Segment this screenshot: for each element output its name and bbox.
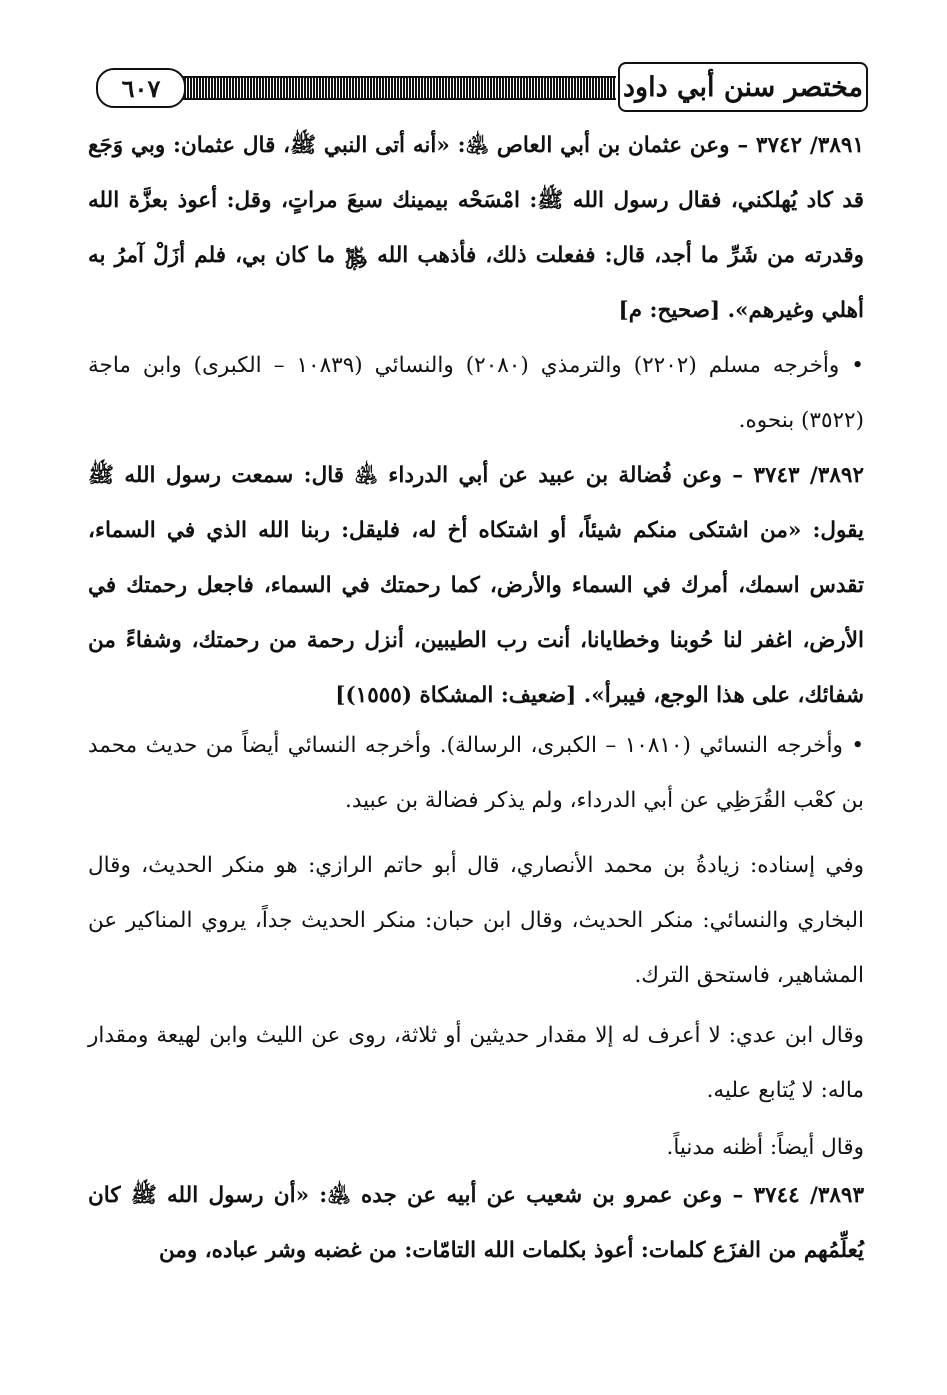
- hadith-3891: [88, 118, 864, 338]
- hadith-3893: [88, 1168, 864, 1278]
- hadith-text: – وعن عثمان بن أبي العاص ﵁: «أنه أتى النبي ﷺ، قال عثمان: وبي وَجَع قد كاد يُهلكني، فقال رسول الله ﷺ: امْسَحْه بيمينك سبعَ مراتٍ، وقل: أعوذ بعزَّة الله وقدرته من شَرِّ ما أجد، قال: ففعلت ذلك، فأذهب الله ﷿ ما كان بي، فلم أزَلْ آمرُ به أهلي وغيرهم». [صحيح: م]: [88, 133, 864, 323]
- page-number: ٦٠٧: [96, 68, 186, 108]
- hadith-number: ٣٨٩٣/ ٣٧٤٤: [753, 1183, 865, 1208]
- hadith-text: – وعن عمرو بن شعيب عن أبيه عن جده ﵁: «أن رسول الله ﷺ كان يُعلِّمُهم من الفزَع كلمات: أعوذ بكلمات الله التامّات: من غضبه وشر عباده، ومن: [88, 1183, 864, 1263]
- hadith-3892: [88, 448, 864, 723]
- header-decorative-strip: [148, 76, 616, 100]
- page-header: [88, 62, 868, 114]
- hadith-number: ٣٨٩٢/ ٣٧٤٣: [753, 463, 864, 488]
- isnad-note: وقال أيضاً: أظنه مدنياً.: [666, 1135, 864, 1160]
- isnad-note: وفي إسناده: زيادةُ بن محمد الأنصاري، قال أبو حاتم الرازي: هو منكر الحديث، وقال البخاري والنسائي: منكر الحديث، وقال ابن حبان: منكر الحديث جداً، يروي المناكير عن المشاهير، فاستحق الترك.: [88, 853, 864, 988]
- isnad-note: وقال ابن عدي: لا أعرف له إلا مقدار حديثين أو ثلاثة، روى عن الليث وابن لهيعة ومقدار ماله: لا يُتابع عليه.: [88, 1023, 864, 1103]
- hadith-text: – وعن فُضالة بن عبيد عن أبي الدرداء ﵁ قال: سمعت رسول الله ﷺ يقول: «من اشتكى منكم شيئاً، أو اشتكاه أخ له، فليقل: ربنا الله الذي في السماء، تقدس اسمك، أمرك في السماء والأرض، كما رحمتك في السماء، فاجعل رحمتك في الأرض، اغفر لنا حُوبنا وخطايانا، أنت رب الطيبين، أنزل رحمة من رحمتك، وشفاءً من شفائك، على هذا الوجع، فيبرأ». [ضعيف: المشكاة (١٥٥٥)]: [88, 463, 864, 708]
- takhrij-note: • وأخرجه مسلم (٢٢٠٢) والترمذي (٢٠٨٠) والنسائي (١٠٨٣٩ – الكبرى) وابن ماجة (٣٥٢٢) بنحوه.: [88, 353, 864, 433]
- book-title: مختصر سنن أبي داود: [618, 62, 868, 112]
- takhrij-note: • وأخرجه النسائي (١٠٨١٠ – الكبرى، الرسالة). وأخرجه النسائي أيضاً من حديث محمد بن كعْب القُرَظِي عن أبي الدرداء، ولم يذكر فضالة بن عبيد.: [88, 733, 864, 813]
- hadith-number: ٣٨٩١/ ٣٧٤٢: [755, 133, 864, 158]
